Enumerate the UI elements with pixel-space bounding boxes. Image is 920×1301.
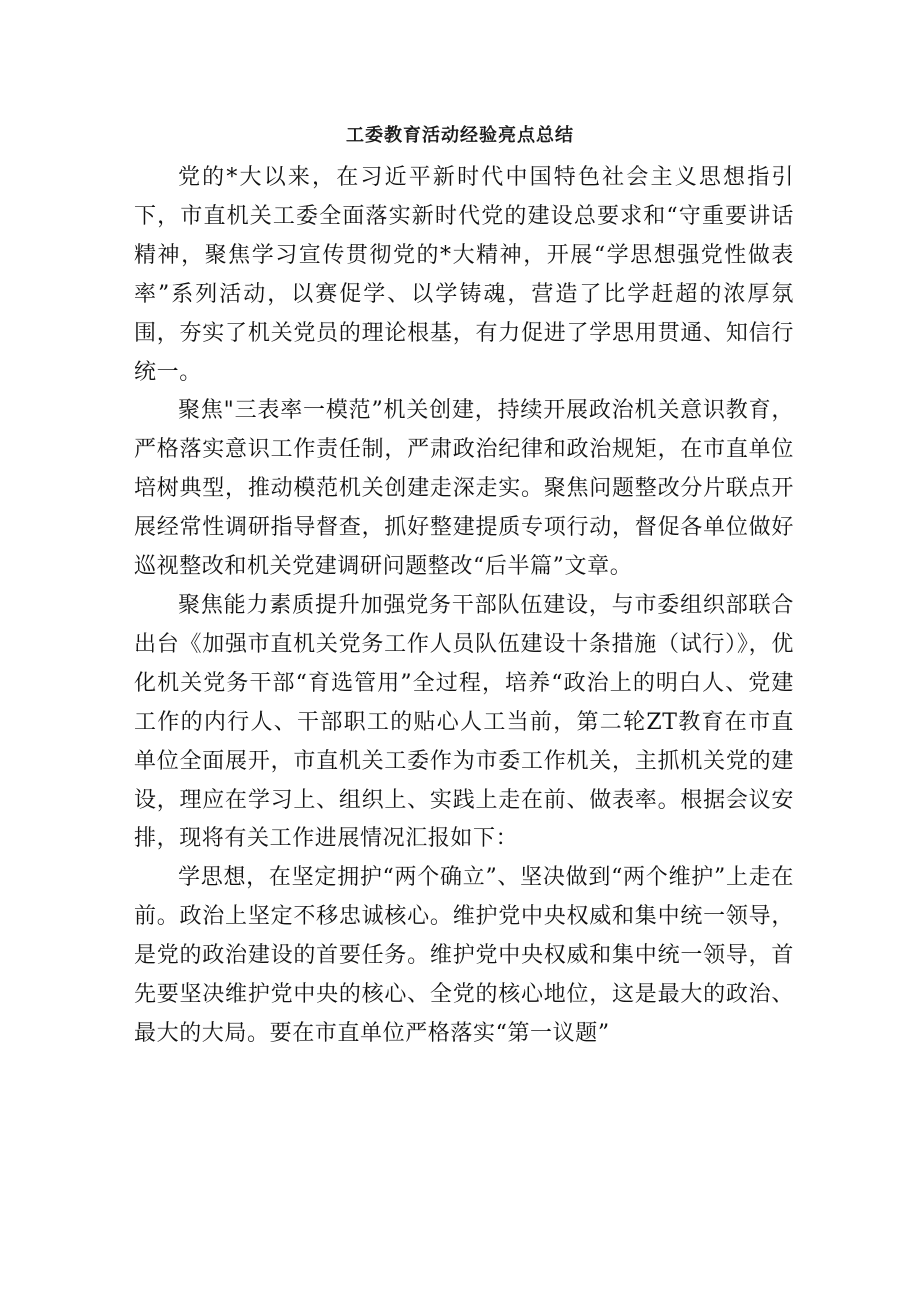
document-title: 工委教育活动经验亮点总结 (346, 125, 574, 146)
paragraph-4: 学思想，在坚定拥护“两个确立”、坚决做到“两个维护”上走在前。政治上坚定不移忠诚核心。维护党中央权威和集中统一领导，是党的政治建设的首要任务。维护党中央权威和集中统一领导，首先要坚决维护党中央的核心、全党的核心地位，这是最大的政治、最大的大局。要在市直单位严格落实“第一议题” (134, 865, 794, 1046)
document-body (134, 159, 794, 1054)
paragraph-3: 聚焦能力素质提升加强党务干部队伍建设，与市委组织部联合出台《加强市直机关党务工作人员队伍建设十条措施（试行）》，优化机关党务干部“育选管用”全过程，培养“政治上的明白人、党建工作的内行人、干部职工的贴心人工当前，第二轮ZT教育在市直单位全面展开，市直机关工委作为市委工作机关，主抓机关党的建设，理应在学习上、组织上、实践上走在前、做表率。根据会议安排，现将有关工作进展情况汇报如下： (134, 592, 794, 852)
paragraph-2: 聚焦"三表率一模范”机关创建，持续开展政治机关意识教育，严格落实意识工作责任制，严肃政治纪律和政治规矩，在市直单位培树典型，推动模范机关创建走深走实。聚焦问题整改分片联点开展经常性调研指导督查，抓好整建提质专项行动，督促各单位做好巡视整改和机关党建调研问题整改“后半篇”文章。 (134, 398, 794, 580)
paragraph-1: 党的*大以来，在习近平新时代中国特色社会主义思想指引下，市直机关工委全面落实新时代党的建设总要求和“守重要讲话精神，聚焦学习宣传贯彻党的*大精神，开展“学思想强党性做表率”系列活动，以赛促学、以学铸魂，营造了比学赶超的浓厚氛围，夯实了机关党员的理论根基，有力促进了学思用贯通、知信行统一。 (134, 165, 794, 385)
